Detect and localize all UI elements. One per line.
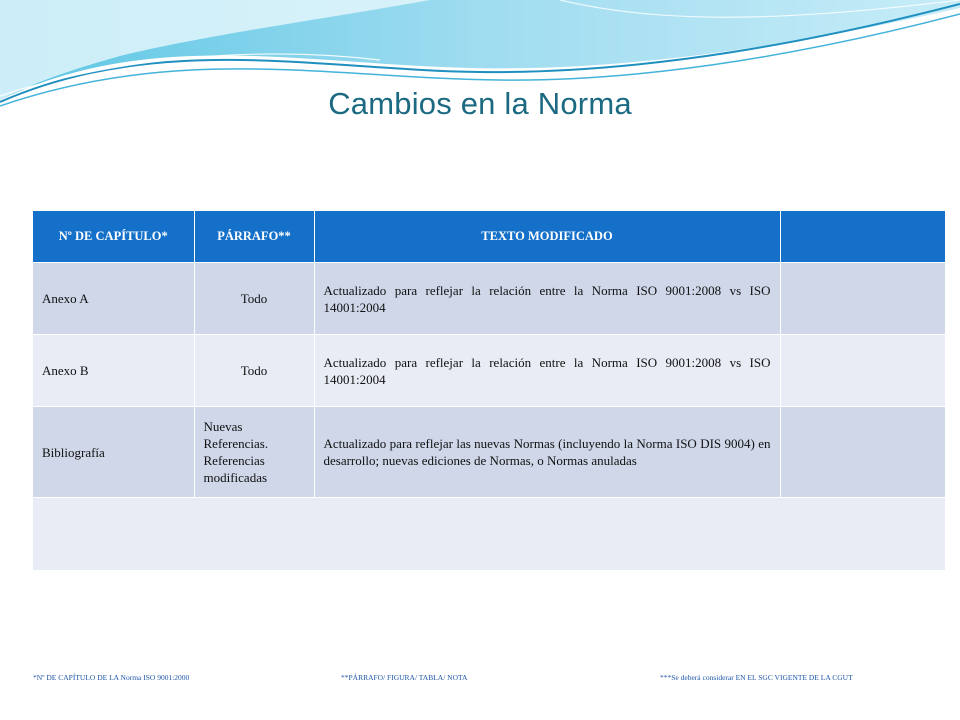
cell-chapter: Anexo A <box>33 263 194 335</box>
cell-paragraph: Todo <box>194 335 314 407</box>
cell-paragraph: Nuevas Referencias. Referencias modificadas <box>194 407 314 498</box>
cell-chapter: Anexo B <box>33 335 194 407</box>
table-row <box>33 263 945 335</box>
cell-extra <box>780 263 945 335</box>
cell-paragraph: Todo <box>194 263 314 335</box>
cell-modified-text: Actualizado para reflejar la relación entre la Norma ISO 9001:2008 vs ISO 14001:2004 <box>314 335 780 407</box>
header-paragraph: PÁRRAFO** <box>194 211 314 263</box>
cell-chapter: Bibliografía <box>33 407 194 498</box>
table-row <box>33 407 945 498</box>
table-row-empty <box>33 498 945 570</box>
footnote-paragraph: **PÁRRAFO/ FIGURA/ TABLA/ NOTA <box>341 673 468 682</box>
cell-modified-text: Actualizado para reflejar las nuevas Normas (incluyendo la Norma ISO DIS 9004) en desarrollo; nuevas ediciones de Normas, o Normas anuladas <box>314 407 780 498</box>
slide-title: Cambios en la Norma <box>328 86 632 121</box>
cell-extra <box>780 407 945 498</box>
cell-empty <box>33 498 945 570</box>
cell-extra <box>780 335 945 407</box>
footnote-sgc: ***Se deberá considerar EN EL SGC VIGENTE DE LA CGUT <box>660 673 853 682</box>
header-extra <box>780 211 945 263</box>
header-modified-text: TEXTO MODIFICADO <box>314 211 780 263</box>
table-header-row <box>33 211 945 263</box>
footnote-chapter: *Nº DE CAPÍTULO DE LA Norma ISO 9001:2000 <box>33 673 190 682</box>
cell-modified-text: Actualizado para reflejar la relación entre la Norma ISO 9001:2008 vs ISO 14001:2004 <box>314 263 780 335</box>
header-chapter: Nº DE CAPÍTULO* <box>33 211 194 263</box>
table-row <box>33 335 945 407</box>
changes-table <box>33 211 945 570</box>
